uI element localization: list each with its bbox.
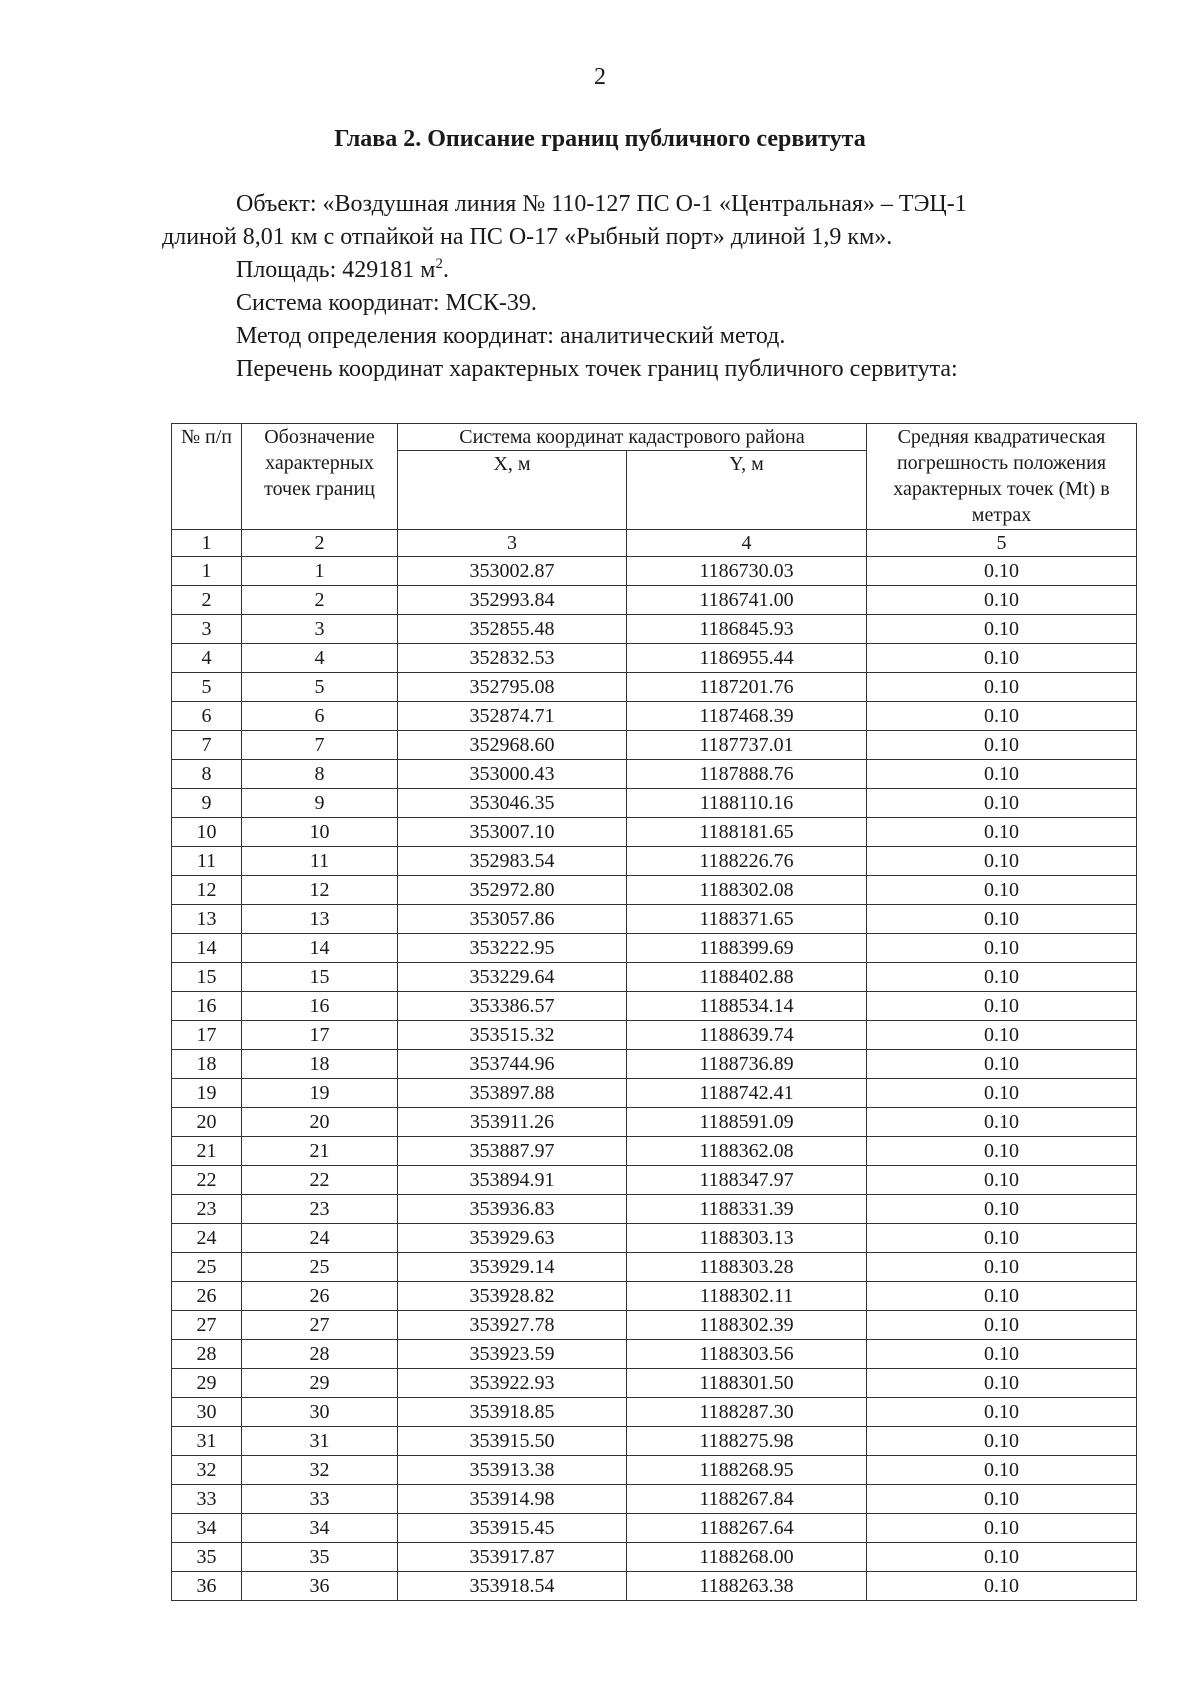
cell-y: 1188591.09 xyxy=(627,1108,867,1137)
cell-error: 0.10 xyxy=(867,847,1137,876)
cell-error: 0.10 xyxy=(867,1311,1137,1340)
cell-error: 0.10 xyxy=(867,702,1137,731)
cell-num: 16 xyxy=(172,992,242,1021)
cell-y: 1186955.44 xyxy=(627,644,867,673)
cell-y: 1188303.28 xyxy=(627,1253,867,1282)
column-number: 2 xyxy=(242,530,398,557)
cell-y: 1188303.56 xyxy=(627,1340,867,1369)
table-row xyxy=(172,1050,1137,1079)
table-row xyxy=(172,1137,1137,1166)
cell-designation: 15 xyxy=(242,963,398,992)
cell-num: 4 xyxy=(172,644,242,673)
table-row xyxy=(172,731,1137,760)
cell-designation: 30 xyxy=(242,1398,398,1427)
cell-designation: 17 xyxy=(242,1021,398,1050)
cell-x: 353915.45 xyxy=(398,1514,627,1543)
table-row xyxy=(172,644,1137,673)
cell-y: 1188181.65 xyxy=(627,818,867,847)
cell-y: 1188226.76 xyxy=(627,847,867,876)
table-row xyxy=(172,1311,1137,1340)
cell-x: 353911.26 xyxy=(398,1108,627,1137)
cell-num: 27 xyxy=(172,1311,242,1340)
cell-error: 0.10 xyxy=(867,1108,1137,1137)
cell-num: 3 xyxy=(172,615,242,644)
table-row xyxy=(172,789,1137,818)
cell-y: 1188402.88 xyxy=(627,963,867,992)
table-row xyxy=(172,557,1137,586)
cell-designation: 36 xyxy=(242,1572,398,1601)
area-line xyxy=(162,254,1142,287)
cell-designation: 18 xyxy=(242,1050,398,1079)
coordinates-table xyxy=(171,423,1137,1601)
cell-error: 0.10 xyxy=(867,905,1137,934)
cell-designation: 11 xyxy=(242,847,398,876)
header-y: Y, м xyxy=(627,451,867,530)
cell-x: 353386.57 xyxy=(398,992,627,1021)
cell-num: 9 xyxy=(172,789,242,818)
table-row xyxy=(172,1021,1137,1050)
method-line: Метод определения координат: аналитический метод. xyxy=(236,323,786,349)
cell-x: 352983.54 xyxy=(398,847,627,876)
cell-designation: 20 xyxy=(242,1108,398,1137)
cell-error: 0.10 xyxy=(867,760,1137,789)
cell-error: 0.10 xyxy=(867,1195,1137,1224)
cell-x: 353007.10 xyxy=(398,818,627,847)
cell-error: 0.10 xyxy=(867,1224,1137,1253)
cell-designation: 26 xyxy=(242,1282,398,1311)
object-line-1 xyxy=(162,188,1142,221)
cell-designation: 19 xyxy=(242,1079,398,1108)
cell-x: 353918.85 xyxy=(398,1398,627,1427)
cell-x: 352874.71 xyxy=(398,702,627,731)
cell-error: 0.10 xyxy=(867,673,1137,702)
cell-x: 353515.32 xyxy=(398,1021,627,1050)
cell-num: 33 xyxy=(172,1485,242,1514)
cell-num: 30 xyxy=(172,1398,242,1427)
table-row xyxy=(172,1108,1137,1137)
cell-error: 0.10 xyxy=(867,1572,1137,1601)
cell-num: 22 xyxy=(172,1166,242,1195)
cell-num: 21 xyxy=(172,1137,242,1166)
table-body xyxy=(172,530,1137,1601)
area-end: . xyxy=(442,257,449,283)
object-line-2: длиной 8,01 км с отпайкой на ПС О-17 «Рыбный порт» длиной 1,9 км». xyxy=(162,224,893,250)
cell-designation: 6 xyxy=(242,702,398,731)
cell-x: 353914.98 xyxy=(398,1485,627,1514)
cell-num: 31 xyxy=(172,1427,242,1456)
table-row xyxy=(172,673,1137,702)
cell-designation: 14 xyxy=(242,934,398,963)
cell-error: 0.10 xyxy=(867,1456,1137,1485)
cell-y: 1188302.39 xyxy=(627,1311,867,1340)
area-label: Площадь: 429181 м xyxy=(236,257,436,283)
table-row xyxy=(172,905,1137,934)
header-error: Средняя квадратическая погрешность положения характерных точек (Mt) в метрах xyxy=(867,424,1137,530)
cell-designation: 5 xyxy=(242,673,398,702)
table-row xyxy=(172,876,1137,905)
cell-designation: 3 xyxy=(242,615,398,644)
cell-y: 1188263.38 xyxy=(627,1572,867,1601)
table-row xyxy=(172,1340,1137,1369)
cell-num: 17 xyxy=(172,1021,242,1050)
table-row xyxy=(172,818,1137,847)
cell-error: 0.10 xyxy=(867,557,1137,586)
table-row xyxy=(172,1572,1137,1601)
cell-error: 0.10 xyxy=(867,1282,1137,1311)
cell-x: 353229.64 xyxy=(398,963,627,992)
cell-designation: 12 xyxy=(242,876,398,905)
cell-designation: 8 xyxy=(242,760,398,789)
cell-x: 353922.93 xyxy=(398,1369,627,1398)
cell-num: 13 xyxy=(172,905,242,934)
cell-y: 1188534.14 xyxy=(627,992,867,1021)
cell-error: 0.10 xyxy=(867,1485,1137,1514)
table-row xyxy=(172,702,1137,731)
cell-error: 0.10 xyxy=(867,992,1137,1021)
table-row xyxy=(172,1253,1137,1282)
cell-designation: 34 xyxy=(242,1514,398,1543)
table-row xyxy=(172,1369,1137,1398)
cell-designation: 22 xyxy=(242,1166,398,1195)
cell-num: 8 xyxy=(172,760,242,789)
cell-num: 29 xyxy=(172,1369,242,1398)
cell-y: 1186730.03 xyxy=(627,557,867,586)
cell-y: 1187888.76 xyxy=(627,760,867,789)
cell-y: 1188287.30 xyxy=(627,1398,867,1427)
cell-num: 6 xyxy=(172,702,242,731)
cell-y: 1188362.08 xyxy=(627,1137,867,1166)
cell-error: 0.10 xyxy=(867,1398,1137,1427)
cell-error: 0.10 xyxy=(867,1166,1137,1195)
object-line-1-text: Объект: «Воздушная линия № 110-127 ПС О-1 «Центральная» – ТЭЦ-1 xyxy=(236,191,967,217)
cell-y: 1188267.64 xyxy=(627,1514,867,1543)
cell-num: 36 xyxy=(172,1572,242,1601)
cell-num: 11 xyxy=(172,847,242,876)
cell-designation: 1 xyxy=(242,557,398,586)
cell-y: 1187201.76 xyxy=(627,673,867,702)
cell-y: 1186845.93 xyxy=(627,615,867,644)
cell-error: 0.10 xyxy=(867,1021,1137,1050)
cell-x: 353897.88 xyxy=(398,1079,627,1108)
cell-y: 1188331.39 xyxy=(627,1195,867,1224)
column-numbers-row xyxy=(172,530,1137,557)
table-row xyxy=(172,615,1137,644)
cell-error: 0.10 xyxy=(867,1253,1137,1282)
cell-designation: 33 xyxy=(242,1485,398,1514)
cell-num: 25 xyxy=(172,1253,242,1282)
cell-num: 20 xyxy=(172,1108,242,1137)
table-row xyxy=(172,1195,1137,1224)
cell-designation: 16 xyxy=(242,992,398,1021)
table-row xyxy=(172,847,1137,876)
cell-error: 0.10 xyxy=(867,1369,1137,1398)
cell-x: 353929.14 xyxy=(398,1253,627,1282)
cell-y: 1188110.16 xyxy=(627,789,867,818)
cell-num: 1 xyxy=(172,557,242,586)
cell-num: 35 xyxy=(172,1543,242,1572)
table-row xyxy=(172,1079,1137,1108)
cell-designation: 25 xyxy=(242,1253,398,1282)
column-number: 1 xyxy=(172,530,242,557)
cell-designation: 32 xyxy=(242,1456,398,1485)
cell-x: 353000.43 xyxy=(398,760,627,789)
table-row xyxy=(172,1166,1137,1195)
chapter-title: Глава 2. Описание границ публичного сервитута xyxy=(334,126,866,152)
cell-num: 14 xyxy=(172,934,242,963)
cell-designation: 35 xyxy=(242,1543,398,1572)
cell-num: 23 xyxy=(172,1195,242,1224)
cell-x: 353913.38 xyxy=(398,1456,627,1485)
cell-x: 352968.60 xyxy=(398,731,627,760)
cell-y: 1187468.39 xyxy=(627,702,867,731)
cell-error: 0.10 xyxy=(867,1427,1137,1456)
column-number: 3 xyxy=(398,530,627,557)
cell-error: 0.10 xyxy=(867,586,1137,615)
cell-designation: 27 xyxy=(242,1311,398,1340)
cell-designation: 10 xyxy=(242,818,398,847)
cell-y: 1188275.98 xyxy=(627,1427,867,1456)
cell-error: 0.10 xyxy=(867,644,1137,673)
page-number: 2 xyxy=(594,64,606,90)
cell-y: 1188302.08 xyxy=(627,876,867,905)
cell-error: 0.10 xyxy=(867,789,1137,818)
cell-num: 7 xyxy=(172,731,242,760)
table-row xyxy=(172,1514,1137,1543)
table-row xyxy=(172,963,1137,992)
coord-system-line: Система координат: МСК-39. xyxy=(236,290,537,316)
list-title-line: Перечень координат характерных точек границ публичного сервитута: xyxy=(236,356,958,382)
cell-y: 1188399.69 xyxy=(627,934,867,963)
cell-y: 1188268.00 xyxy=(627,1543,867,1572)
cell-error: 0.10 xyxy=(867,876,1137,905)
cell-y: 1188268.95 xyxy=(627,1456,867,1485)
cell-error: 0.10 xyxy=(867,731,1137,760)
cell-y: 1188302.11 xyxy=(627,1282,867,1311)
cell-error: 0.10 xyxy=(867,1050,1137,1079)
table-row xyxy=(172,1543,1137,1572)
cell-x: 353917.87 xyxy=(398,1543,627,1572)
table-row xyxy=(172,934,1137,963)
cell-num: 32 xyxy=(172,1456,242,1485)
cell-designation: 21 xyxy=(242,1137,398,1166)
cell-num: 28 xyxy=(172,1340,242,1369)
cell-x: 352993.84 xyxy=(398,586,627,615)
table-row xyxy=(172,1427,1137,1456)
cell-error: 0.10 xyxy=(867,963,1137,992)
cell-designation: 24 xyxy=(242,1224,398,1253)
cell-error: 0.10 xyxy=(867,615,1137,644)
cell-x: 353936.83 xyxy=(398,1195,627,1224)
cell-y: 1188371.65 xyxy=(627,905,867,934)
cell-x: 353928.82 xyxy=(398,1282,627,1311)
cell-x: 353923.59 xyxy=(398,1340,627,1369)
header-coordinate-system: Система координат кадастрового района xyxy=(398,424,867,451)
cell-x: 352972.80 xyxy=(398,876,627,905)
cell-error: 0.10 xyxy=(867,1079,1137,1108)
cell-num: 12 xyxy=(172,876,242,905)
header-designation: Обозначение характерных точек границ xyxy=(242,424,398,530)
cell-num: 24 xyxy=(172,1224,242,1253)
cell-designation: 7 xyxy=(242,731,398,760)
cell-error: 0.10 xyxy=(867,1543,1137,1572)
cell-y: 1188742.41 xyxy=(627,1079,867,1108)
table-row xyxy=(172,1282,1137,1311)
cell-x: 353744.96 xyxy=(398,1050,627,1079)
cell-x: 353057.86 xyxy=(398,905,627,934)
cell-error: 0.10 xyxy=(867,934,1137,963)
cell-x: 353929.63 xyxy=(398,1224,627,1253)
cell-y: 1188736.89 xyxy=(627,1050,867,1079)
cell-x: 353046.35 xyxy=(398,789,627,818)
intro-section xyxy=(162,188,1142,386)
table-row xyxy=(172,1456,1137,1485)
cell-num: 5 xyxy=(172,673,242,702)
table-row xyxy=(172,1485,1137,1514)
cell-x: 353002.87 xyxy=(398,557,627,586)
cell-num: 18 xyxy=(172,1050,242,1079)
cell-designation: 28 xyxy=(242,1340,398,1369)
cell-error: 0.10 xyxy=(867,1514,1137,1543)
cell-designation: 4 xyxy=(242,644,398,673)
table-row xyxy=(172,760,1137,789)
cell-error: 0.10 xyxy=(867,818,1137,847)
cell-y: 1188303.13 xyxy=(627,1224,867,1253)
cell-x: 353894.91 xyxy=(398,1166,627,1195)
cell-y: 1187737.01 xyxy=(627,731,867,760)
cell-x: 353887.97 xyxy=(398,1137,627,1166)
cell-y: 1188347.97 xyxy=(627,1166,867,1195)
cell-x: 352855.48 xyxy=(398,615,627,644)
cell-y: 1188639.74 xyxy=(627,1021,867,1050)
table-row xyxy=(172,992,1137,1021)
area-unit-sup: 2 xyxy=(435,256,443,272)
cell-num: 2 xyxy=(172,586,242,615)
cell-error: 0.10 xyxy=(867,1340,1137,1369)
table-header xyxy=(172,424,1137,530)
cell-num: 19 xyxy=(172,1079,242,1108)
cell-x: 353915.50 xyxy=(398,1427,627,1456)
cell-designation: 2 xyxy=(242,586,398,615)
table-row xyxy=(172,1224,1137,1253)
cell-num: 10 xyxy=(172,818,242,847)
table-row xyxy=(172,1398,1137,1427)
cell-x: 353222.95 xyxy=(398,934,627,963)
cell-x: 352832.53 xyxy=(398,644,627,673)
header-x: X, м xyxy=(398,451,627,530)
column-number: 5 xyxy=(867,530,1137,557)
table-row xyxy=(172,586,1137,615)
cell-num: 34 xyxy=(172,1514,242,1543)
cell-designation: 23 xyxy=(242,1195,398,1224)
cell-y: 1188301.50 xyxy=(627,1369,867,1398)
cell-designation: 29 xyxy=(242,1369,398,1398)
cell-num: 26 xyxy=(172,1282,242,1311)
cell-x: 353918.54 xyxy=(398,1572,627,1601)
cell-designation: 9 xyxy=(242,789,398,818)
cell-x: 352795.08 xyxy=(398,673,627,702)
cell-designation: 13 xyxy=(242,905,398,934)
cell-num: 15 xyxy=(172,963,242,992)
column-number: 4 xyxy=(627,530,867,557)
header-num: № п/п xyxy=(172,424,242,530)
cell-designation: 31 xyxy=(242,1427,398,1456)
cell-y: 1186741.00 xyxy=(627,586,867,615)
cell-x: 353927.78 xyxy=(398,1311,627,1340)
cell-y: 1188267.84 xyxy=(627,1485,867,1514)
cell-error: 0.10 xyxy=(867,1137,1137,1166)
